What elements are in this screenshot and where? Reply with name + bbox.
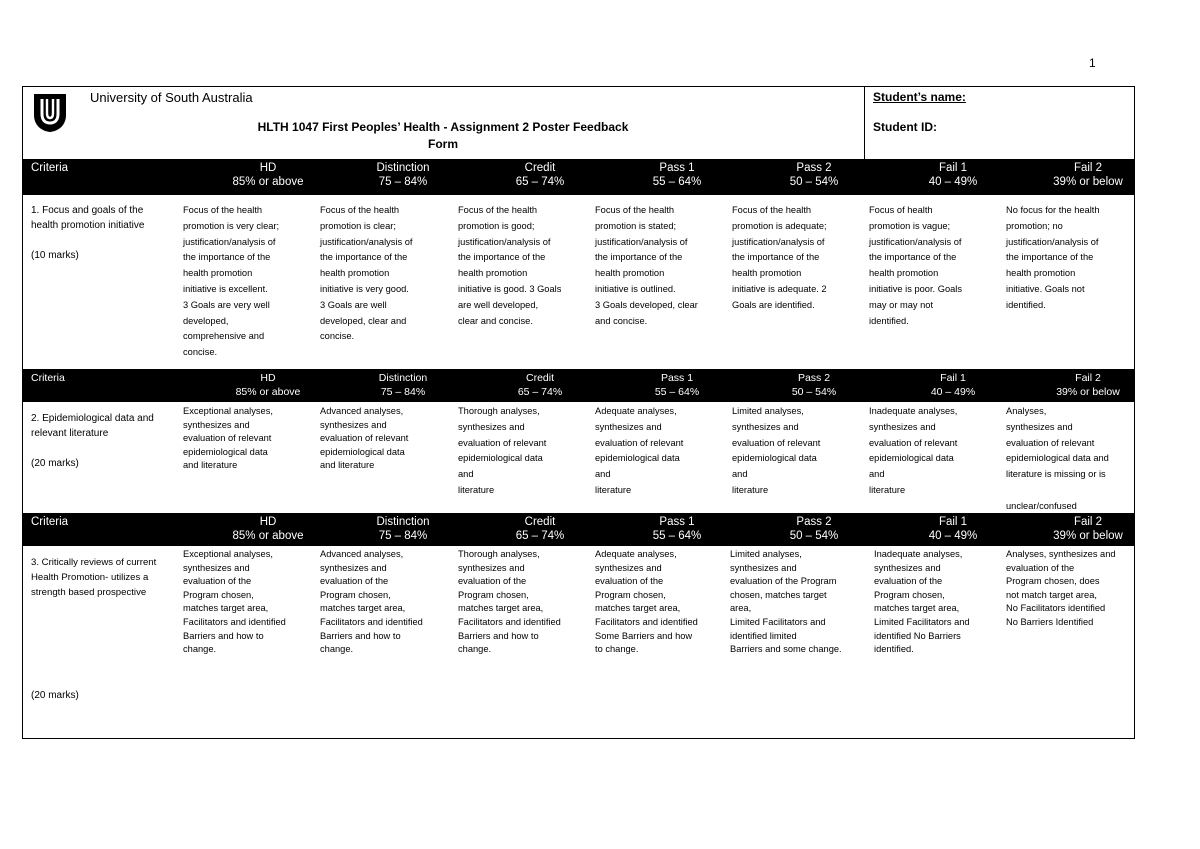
header-pass-1: Pass 1 55 – 64% xyxy=(652,516,702,542)
criterion-3-pass-1: Adequate analyses, synthesizes and evaluation of the Program chosen, matches target area, Facilitators and identified Some Barriers and how to change. xyxy=(595,549,698,655)
header-hd: HD 85% or above xyxy=(232,516,304,542)
form-header xyxy=(22,86,1135,159)
table-bottom-border xyxy=(22,738,1135,739)
form-title xyxy=(243,119,643,153)
criterion-3-hd: Exceptional analyses, synthesizes and evaluation of the Program chosen, matches target area, Facilitators and identified Barriers and how to change. xyxy=(183,549,286,655)
header-credit: Credit 65 – 74% xyxy=(517,372,563,398)
header-pass-2: Pass 2 50 – 54% xyxy=(789,162,839,188)
header-distinction: Distinction 75 – 84% xyxy=(378,372,428,398)
criterion-2-fail-2: Analyses, synthesizes and evaluation of relevant epidemiological data and literature is missing or is unclear/confused xyxy=(1006,406,1109,511)
header-fail-2: Fail 2 39% or below xyxy=(1056,372,1120,398)
criterion-section-3 xyxy=(22,513,1135,738)
header-criteria: Criteria xyxy=(31,372,65,384)
header-criteria: Criteria xyxy=(31,162,69,174)
criterion-section-1 xyxy=(22,159,1135,369)
criterion-1-pass-2: Focus of the health promotion is adequate; justification/analysis of the importance of the health promotion initiative is adequate. 2 Goals are identified. xyxy=(732,205,827,310)
page-number: 1 xyxy=(1089,56,1096,70)
criterion-3-credit: Thorough analyses, synthesizes and evaluation of the Program chosen, matches target area, Facilitators and identified Barriers and how to change. xyxy=(458,549,561,655)
header-fail-1: Fail 1 40 – 49% xyxy=(930,372,976,398)
criterion-2-distinction: Advanced analyses, synthesizes and evaluation of relevant epidemiological data and literature xyxy=(320,406,409,471)
criterion-2-fail-1: Inadequate analyses, synthesizes and evaluation of relevant epidemiological data and literature xyxy=(869,406,958,495)
header-pass-2: Pass 2 50 – 54% xyxy=(789,516,839,542)
form-title-line-1: HLTH 1047 First Peoples’ Health - Assignment 2 Poster Feedback xyxy=(257,120,629,134)
header-fail-2: Fail 2 39% or below xyxy=(1053,516,1123,542)
criterion-1-distinction: Focus of the health promotion is clear; justification/analysis of the importance of the health promotion initiative is very good. 3 Goals are well developed, clear and concise. xyxy=(320,205,413,342)
header-fail-1: Fail 1 40 – 49% xyxy=(928,162,978,188)
criterion-1-hd: Focus of the health promotion is very clear; justification/analysis of the importance of the health promotion initiative is excellent. 3 Goals are very well developed, comprehensive and concise. xyxy=(183,205,280,358)
rubric-header-row xyxy=(23,159,1134,195)
criterion-1-pass-1: Focus of the health promotion is stated; justification/analysis of the importance of the health promotion initiative is outlined. 3 Goals developed, clear and concise. xyxy=(595,205,698,326)
criterion-1-fail-2: No focus for the health promotion; no justification/analysis of the importance of the health promotion initiative. Goals not identified. xyxy=(1006,205,1100,310)
criterion-3-pass-2: Limited analyses, synthesizes and evaluation of the Program chosen, matches target area, Limited Facilitators and identified limited Barriers and some change. xyxy=(730,549,842,655)
criterion-1-name: 1. Focus and goals of the health promotion initiative (10 marks) xyxy=(31,205,145,261)
student-name-label: Student’s name: xyxy=(873,90,966,104)
criterion-2-pass-1: Adequate analyses, synthesizes and evaluation of relevant epidemiological data and literature xyxy=(595,406,684,495)
header-pass-1: Pass 1 55 – 64% xyxy=(654,372,700,398)
header-distinction: Distinction 75 – 84% xyxy=(376,516,430,542)
criterion-2-credit: Thorough analyses, synthesizes and evaluation of relevant epidemiological data and literature xyxy=(458,406,547,495)
header-credit: Credit 65 – 74% xyxy=(515,162,565,188)
criterion-section-2 xyxy=(22,369,1135,513)
criterion-2-name: 2. Epidemiological data and relevant literature (20 marks) xyxy=(31,413,154,469)
form-title-line-2: Form xyxy=(428,137,458,151)
university-name: University of South Australia xyxy=(90,90,253,105)
header-hd: HD 85% or above xyxy=(232,162,304,188)
header-criteria: Criteria xyxy=(31,516,69,528)
header-fail-1: Fail 1 40 – 49% xyxy=(928,516,978,542)
rubric-header-row xyxy=(23,513,1134,546)
header-hd: HD 85% or above xyxy=(235,372,301,398)
student-id-label: Student ID: xyxy=(873,120,937,134)
criterion-3-fail-2: Analyses, synthesizes and evaluation of the Program chosen, does not match target area, No Facilitators identified No Barriers Identified xyxy=(1006,549,1116,627)
header-distinction: Distinction 75 – 84% xyxy=(376,162,430,188)
header-credit: Credit 65 – 74% xyxy=(515,516,565,542)
rubric-header-row xyxy=(23,369,1134,402)
header-fail-2: Fail 2 39% or below xyxy=(1053,162,1123,188)
criterion-1-credit: Focus of the health promotion is good; justification/analysis of the importance of the health promotion initiative is good. 3 Goals are well developed, clear and concise. xyxy=(458,205,562,326)
criterion-2-hd: Exceptional analyses, synthesizes and evaluation of relevant epidemiological data and literature xyxy=(183,406,273,471)
criterion-1-fail-1: Focus of health promotion is vague; justification/analysis of the importance of the health promotion initiative is poor. Goals may or may not identified. xyxy=(869,205,963,326)
criterion-3-name: 3. Critically reviews of current Health Promotion- utilizes a strength based prospective xyxy=(31,557,157,598)
criterion-3-distinction: Advanced analyses, synthesizes and evaluation of the Program chosen, matches target area, Facilitators and identified Barriers and how to change. xyxy=(320,549,423,655)
header-pass-1: Pass 1 55 – 64% xyxy=(652,162,702,188)
header-pass-2: Pass 2 50 – 54% xyxy=(791,372,837,398)
criterion-3-fail-1: Inadequate analyses, synthesizes and evaluation of the Program chosen, matches target area, Limited Facilitators and identified No Barriers identified. xyxy=(874,549,970,655)
header-divider xyxy=(864,87,865,160)
criterion-2-pass-2: Limited analyses, synthesizes and evaluation of relevant epidemiological data and literature xyxy=(732,406,821,495)
university-logo-icon xyxy=(33,93,67,133)
criterion-3-marks: (20 marks) xyxy=(31,690,79,701)
